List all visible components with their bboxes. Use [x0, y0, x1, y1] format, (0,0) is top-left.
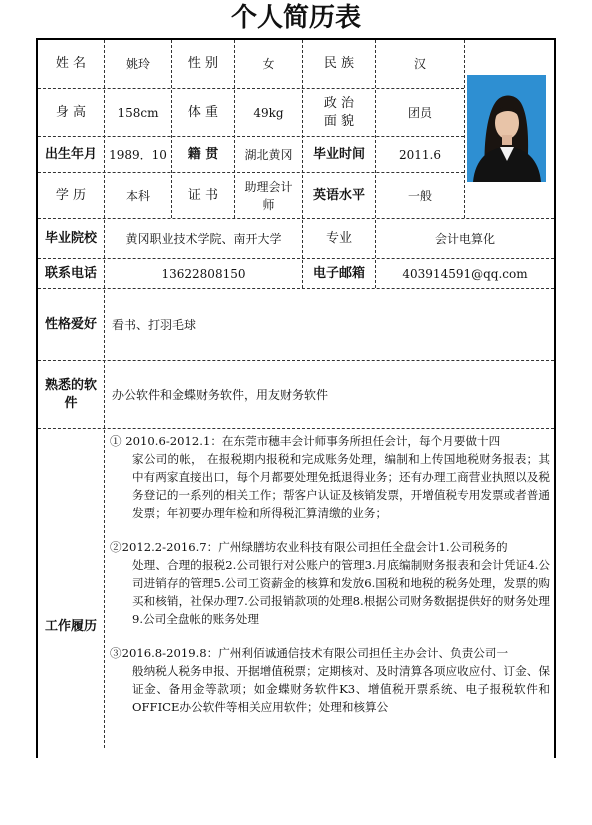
birth-value: 1989．10: [109, 147, 167, 162]
weight-value: 49kg: [253, 105, 284, 120]
work-entry-1: [110, 432, 550, 522]
email-value: 403914591@qq.com: [402, 266, 528, 281]
work-history-label: 工作履历: [44, 619, 97, 634]
english-value: 一般: [407, 188, 432, 203]
resume-title: 个人简历表: [230, 3, 361, 33]
height-label: 身 高: [55, 104, 87, 120]
grad-time-label: 毕业时间: [312, 146, 365, 162]
name-label: 姓 名: [55, 56, 87, 71]
grad-time-value: 2011.6: [399, 147, 441, 162]
ethnic-value: 汉: [413, 57, 426, 71]
birth-label: 出生年月: [44, 146, 97, 162]
portrait-image: [467, 75, 546, 182]
political-label: 政 治 面 貌: [323, 95, 355, 129]
major-label: 专业: [325, 230, 352, 246]
work-entry-body: 处理、合理的报税2.公司银行对公账户的管理3.月底编制财务报表和会计凭证4.公司进销存的管理5.公司工资薪金的核算和发放6.国税和地税的税务处理，发票的购买和核销，社保办理7.公司报销款项的处理8.根据公司财务数据提供好的财务处理9.公司全盘帐的账务处理: [132, 558, 550, 626]
work-entry-body: 般纳税人税务申报、开据增值税票；定期核对、及时清算各项应收应付、订金、保证金、备用金等款项；如金蝶财务软件K3、增值税开票系统、电子报税软件和OFFICE办公软件等相关应用软件；处理和核算公: [132, 664, 550, 714]
native-label: 籍 贯: [187, 146, 219, 162]
native-value: 湖北黄冈: [244, 147, 293, 162]
email-label: 电子邮箱: [312, 265, 365, 281]
name-value: 姚玲: [125, 57, 150, 71]
ethnic-label: 民 族: [323, 56, 355, 71]
phone-label: 联系电话: [44, 265, 97, 281]
software-label: 熟悉的软 件: [44, 377, 97, 411]
height-value: 158cm: [117, 105, 159, 120]
gender-value: 女: [262, 57, 275, 71]
political-value: 团员: [407, 105, 432, 120]
work-entry-2: [110, 538, 550, 628]
work-entry-3: [110, 644, 550, 716]
certificate-label: 证 书: [187, 187, 219, 203]
work-entry-head: ③2016.8-2019.8：广州利佰诚通信技术有限公司担任主办会计、负责公司一: [110, 646, 509, 660]
profile-photo: [467, 75, 546, 182]
hobby-value: 看书、打羽毛球: [112, 317, 197, 332]
gender-label: 性 别: [187, 56, 219, 71]
education-label: 学 历: [55, 187, 87, 203]
software-value: 办公软件和金蝶财务软件，用友财务软件: [112, 387, 329, 402]
certificate-value: 助理会计 师: [244, 179, 293, 212]
work-entry-head: ① 2010.6-2012.1：在东莞市穗丰会计师事务所担任会计，每个月要做十四: [110, 434, 501, 448]
phone-value: 13622808150: [161, 266, 246, 281]
work-history-content: [110, 432, 550, 732]
col-divider: [464, 40, 465, 218]
weight-label: 体 重: [187, 104, 219, 120]
major-value: 会计电算化: [434, 231, 495, 246]
work-entry-body: 家公司的帐， 在报税期内报税和完成账务处理，编制和上传国地税财务报表；其中有两家直接出口，每个月都要处理免抵退得业务；还有办理工商营业执照以及税务登记的一系列的相关工作；帮客户认证及核销发票，开增值税专用发票或者普通发票；年初要办理年检和所得税汇算清缴的业务；: [132, 452, 550, 520]
english-label: 英语水平: [312, 187, 365, 203]
work-entry-head: ②2012.2-2016.7：广州绿膳坊农业科技有限公司担任全盘会计1.公司税务的: [110, 540, 508, 554]
education-value: 本科: [125, 188, 150, 203]
hobby-label: 性格爱好: [44, 316, 97, 332]
school-value: 黄冈职业技术学院、南开大学: [125, 231, 282, 246]
school-label: 毕业院校: [44, 230, 97, 246]
row-divider: [38, 428, 554, 429]
